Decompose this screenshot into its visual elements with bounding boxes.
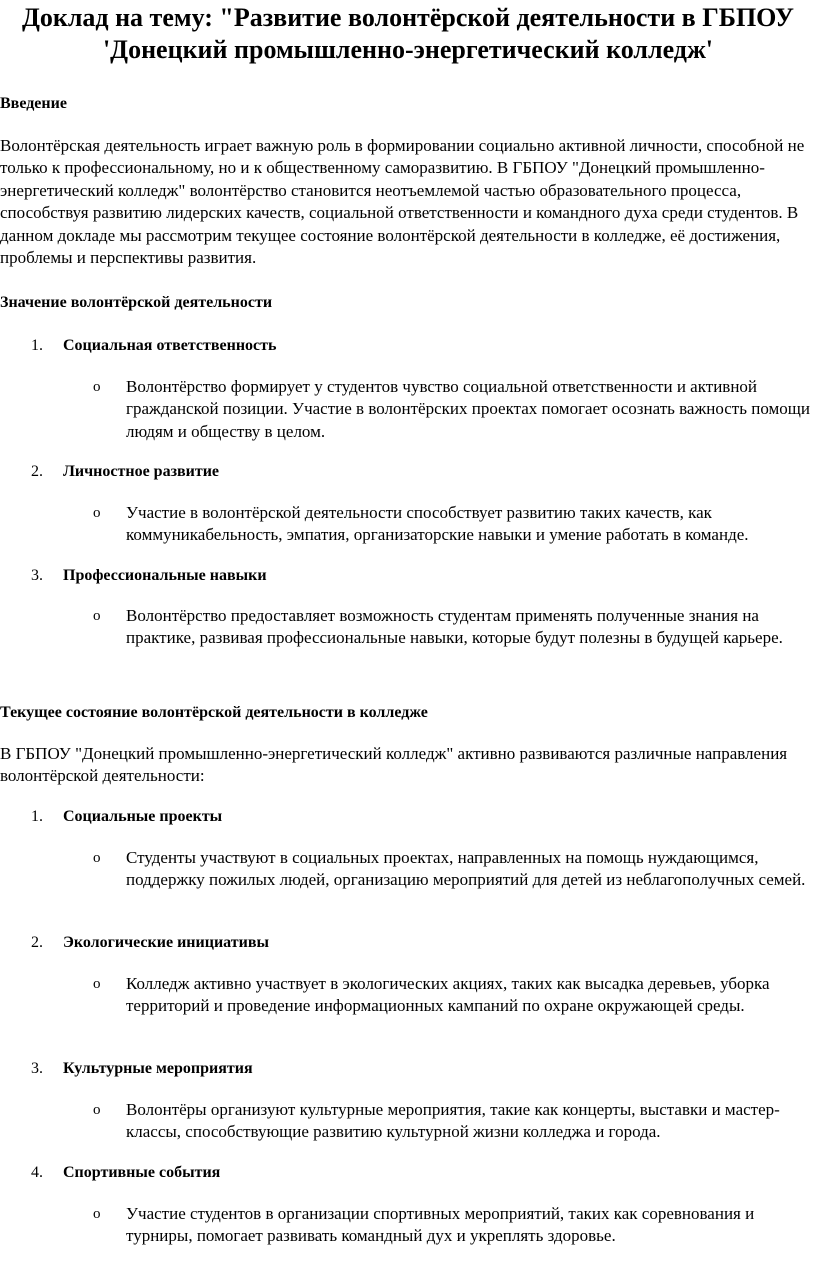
bullet-marker: o xyxy=(93,976,101,992)
intro-paragraph: Волонтёрская деятельность играет важную роль в формировании социально активной личности, способной не только к профессиональному, но и к общественному саморазвитию. В ГБПОУ "Донецкий промышленно-энергетический колледж" волонтёрство становится неотъемлемой частью образовательного процесса, способствуя развитию лидерских качеств, социальной ответственности и командного духа среди студентов. В данном докладе мы рассмотрим текущее состояние волонтёрской деятельности в колледже, её достижения, проблемы и перспективы развития. xyxy=(0,136,805,268)
item-title: Социальная ответственность xyxy=(63,337,277,354)
bullet-marker: o xyxy=(93,379,101,395)
current-bullet-4 xyxy=(93,1203,816,1248)
meaning-item-2 xyxy=(31,462,219,482)
current-item-3 xyxy=(31,1059,253,1079)
title-line-1: Доклад на тему: "Развитие волонтёрской деятельности в ГБПОУ xyxy=(21,3,795,32)
current-heading: Текущее состояние волонтёрской деятельности в колледже xyxy=(0,704,428,721)
bullet-text: Студенты участвуют в социальных проектах, направленных на помощь нуждающимся, поддержку пожилых людей, организацию мероприятий для детей из неблагополучных семей. xyxy=(126,848,806,890)
meaning-heading: Значение волонтёрской деятельности xyxy=(0,294,273,311)
current-item-1 xyxy=(31,807,222,827)
current-bullet-2 xyxy=(93,973,816,1018)
item-number: 1. xyxy=(31,337,43,354)
item-number: 2. xyxy=(31,463,43,480)
bullet-text: Волонтёрство формирует у студентов чувство социальной ответственности и активной гражданской позиции. Участие в волонтёрских проектах помогает осознать важность помощи людям и обществу в целом. xyxy=(126,377,810,441)
bullet-marker: o xyxy=(93,1102,101,1118)
item-title: Социальные проекты xyxy=(63,808,223,825)
bullet-marker: o xyxy=(93,850,101,866)
current-item-4 xyxy=(31,1163,220,1183)
current-item-2 xyxy=(31,933,269,953)
bullet-marker: o xyxy=(93,1206,101,1222)
item-title: Экологические инициативы xyxy=(63,934,269,951)
item-number: 1. xyxy=(31,808,43,825)
bullet-marker: o xyxy=(93,608,101,624)
bullet-text: Волонтёрство предоставляет возможность студентам применять полученные знания на практике, развивая профессиональные навыки, которые будут полезны в будущей карьере. xyxy=(126,606,783,648)
item-title: Профессиональные навыки xyxy=(63,567,267,584)
bullet-text: Участие студентов в организации спортивных мероприятий, таких как соревнования и турниры, помогает развивать командный дух и укреплять здоровье. xyxy=(126,1204,755,1246)
item-number: 4. xyxy=(31,1164,43,1181)
item-title: Личностное развитие xyxy=(63,463,220,480)
current-bullet-3 xyxy=(93,1099,816,1144)
meaning-bullet-2 xyxy=(93,502,816,547)
item-number: 3. xyxy=(31,567,43,584)
meaning-bullet-3 xyxy=(93,605,816,650)
bullet-marker: o xyxy=(93,505,101,521)
meaning-item-1 xyxy=(31,336,276,356)
item-title: Спортивные события xyxy=(63,1164,221,1181)
bullet-text: Колледж активно участвует в экологических акциях, таких как высадка деревьев, уборка территорий и проведение информационных кампаний по охране окружающей среды. xyxy=(126,974,770,1016)
bullet-text: Участие в волонтёрской деятельности способствует развитию таких качеств, как коммуникабельность, эмпатия, организаторские навыки и умение работать в команде. xyxy=(126,503,749,545)
bullet-text: Волонтёры организуют культурные мероприятия, такие как концерты, выставки и мастер-классы, способствующие развитию культурной жизни колледжа и города. xyxy=(126,1100,780,1142)
current-bullet-1 xyxy=(93,847,816,892)
title-line-2: 'Донецкий промышленно-энергетический колледж' xyxy=(102,35,714,64)
intro-heading: Введение xyxy=(0,95,67,112)
meaning-bullet-1 xyxy=(93,376,816,443)
item-number: 3. xyxy=(31,1060,43,1077)
item-number: 2. xyxy=(31,934,43,951)
current-paragraph: В ГБПОУ "Донецкий промышленно-энергетический колледж" активно развиваются различные направления волонтёрской деятельности: xyxy=(0,744,788,786)
item-title: Культурные мероприятия xyxy=(63,1060,253,1077)
document-title xyxy=(0,2,816,66)
meaning-item-3 xyxy=(31,566,267,586)
